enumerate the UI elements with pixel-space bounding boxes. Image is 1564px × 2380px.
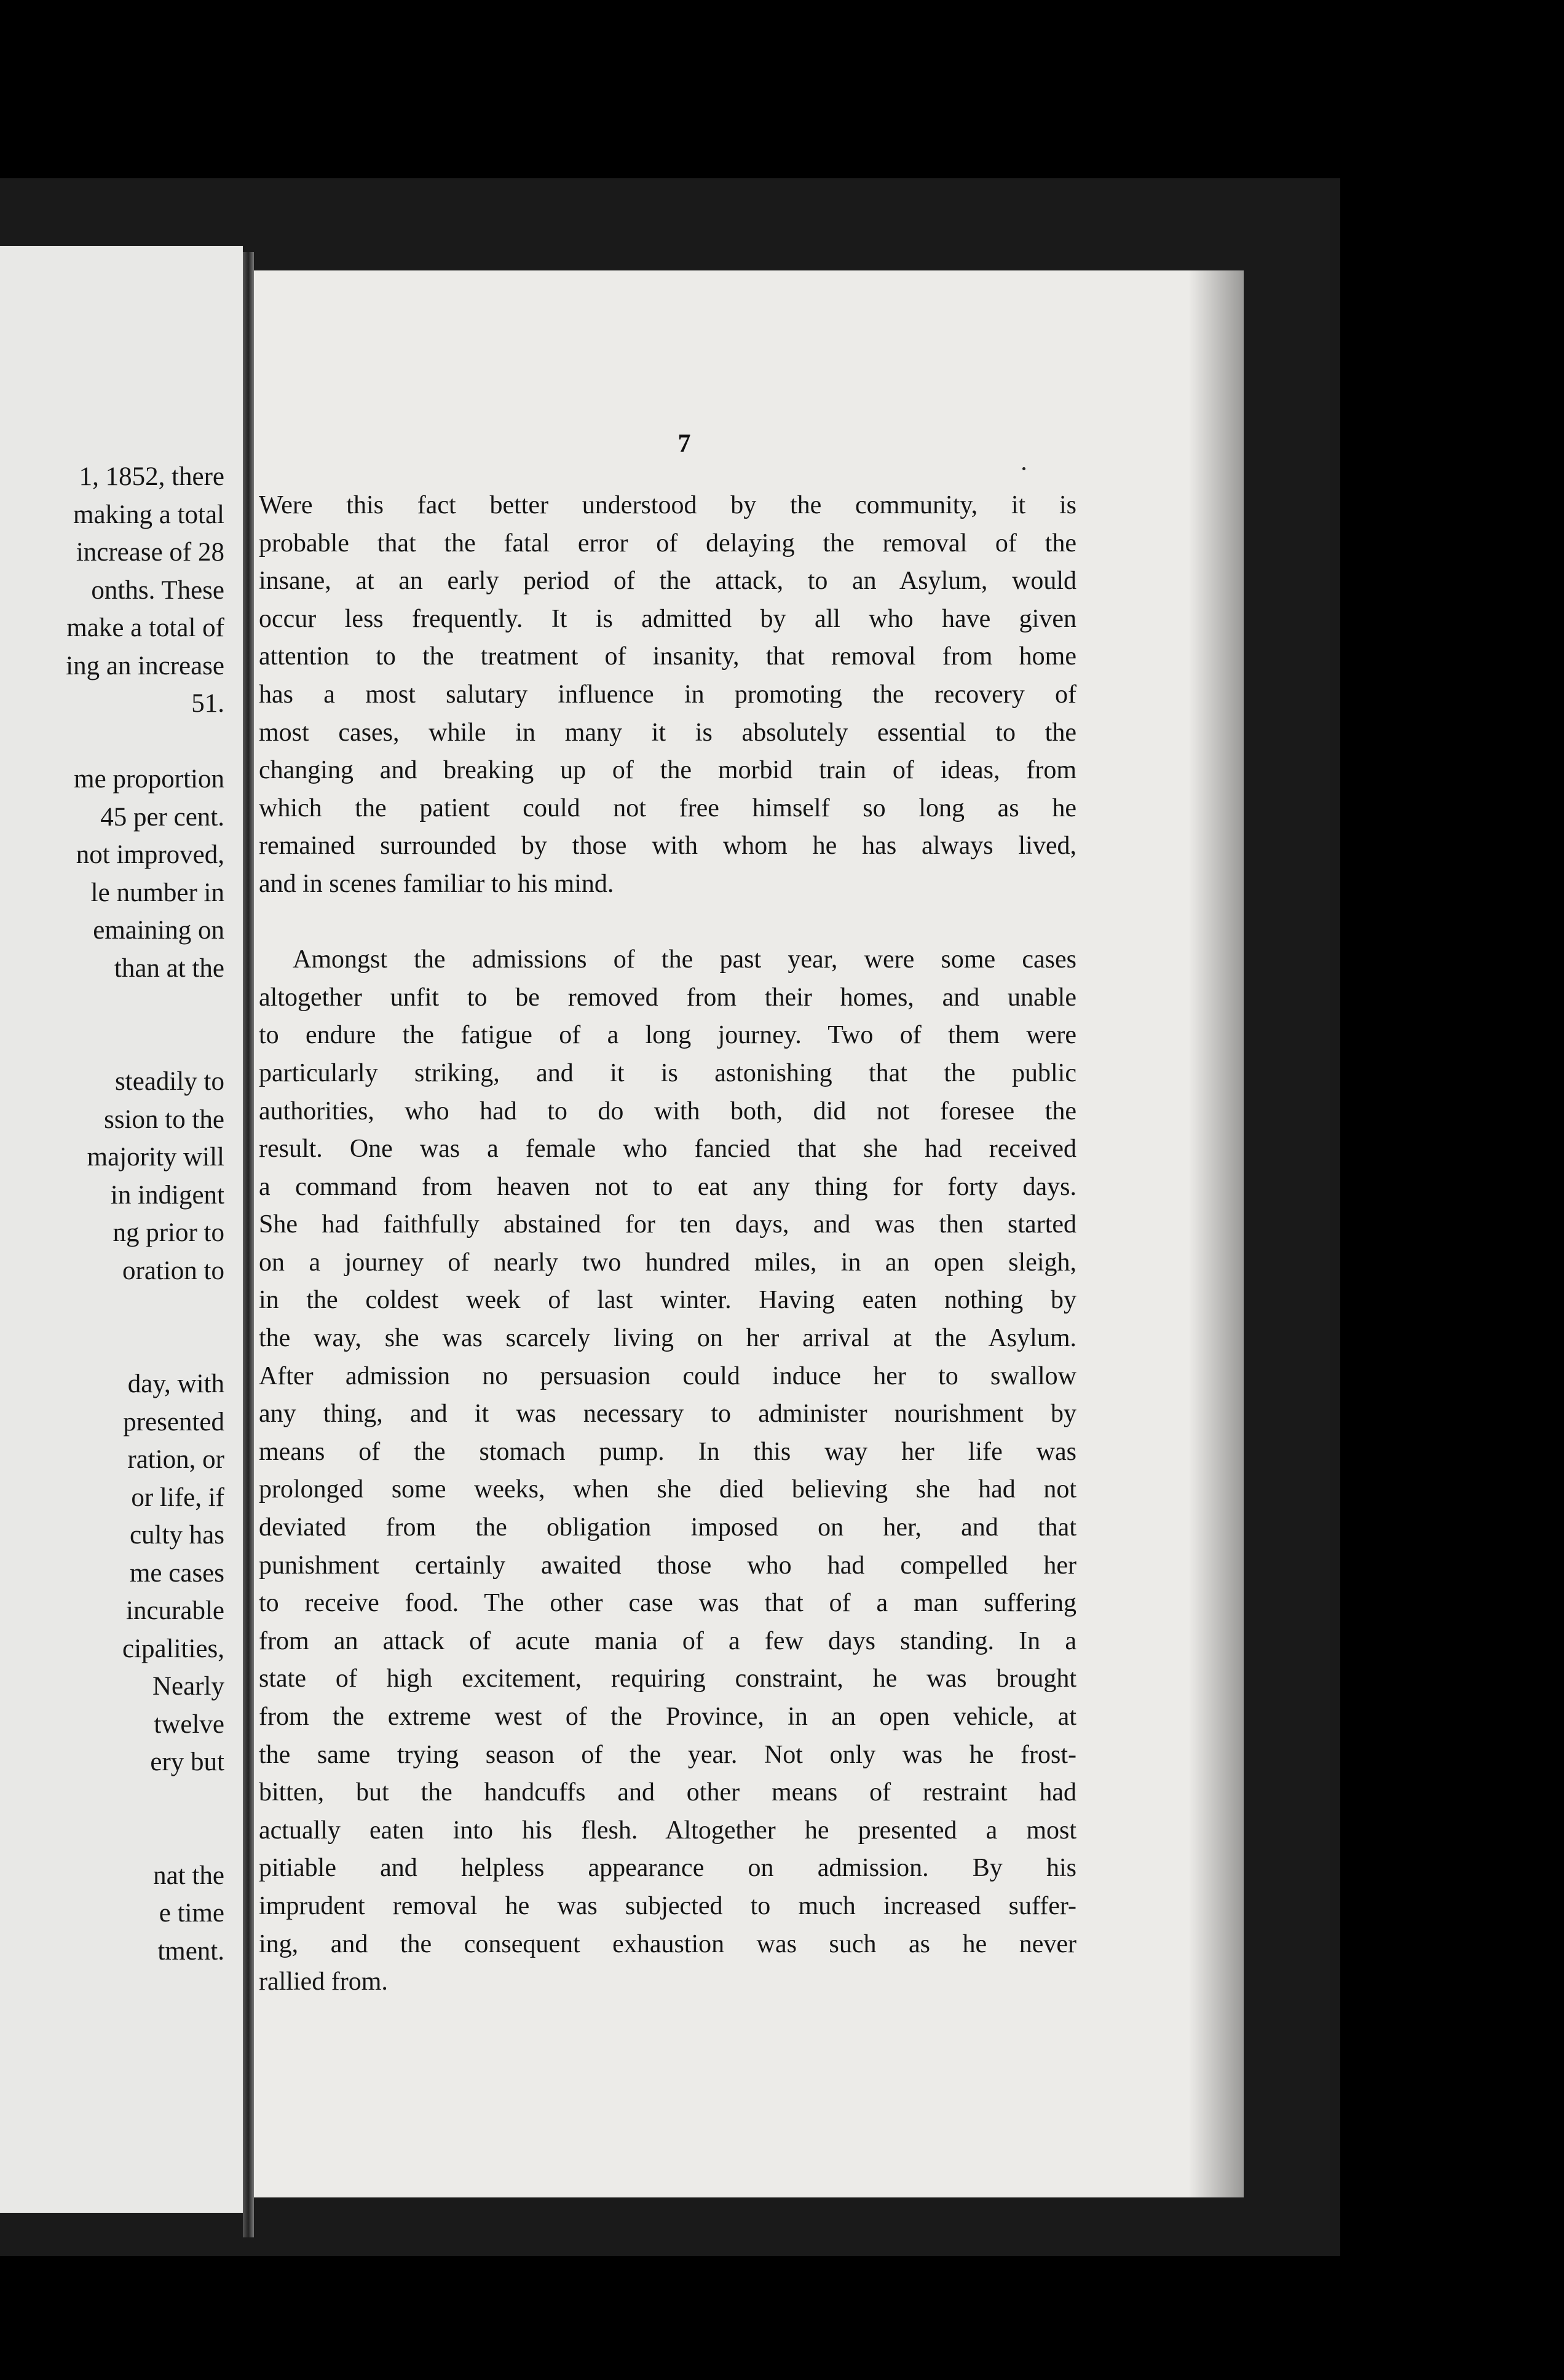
paragraph-line: punishment certainly awaited those who had compelled her (259, 1551, 1076, 1580)
paragraph-line: pitiable and helpless appearance on admission. By his (259, 1854, 1076, 1883)
paragraph-line: Amongst the admissions of the past year, were some cases (293, 945, 1076, 974)
paragraph-line: ing, and the consequent exhaustion was such as he never (259, 1929, 1076, 1958)
paragraph-line: particularly striking, and it is astonishing that the public (259, 1058, 1076, 1087)
speck (1022, 467, 1025, 470)
line-gap (0, 1025, 224, 1063)
paragraph-line: occur less frequently. It is admitted by all who have given (259, 604, 1076, 633)
right-page (254, 270, 1244, 2197)
scan-border-top (0, 0, 1564, 178)
left-column-line: 45 per cent. (100, 802, 224, 832)
line-gap (0, 987, 224, 1025)
left-column-line: 1, 1852, there (79, 462, 224, 491)
left-column-line: make a total of (66, 613, 224, 642)
left-column-line: oration to (122, 1256, 224, 1285)
left-column-line: increase of 28 (76, 538, 224, 567)
left-column-line: steadily to (115, 1067, 224, 1096)
paragraph-line: which the patient could not free himself so long as he (259, 794, 1076, 822)
left-column-line: nat the (153, 1861, 224, 1890)
paragraph-line: remained surrounded by those with whom he has always lived, (259, 832, 1076, 861)
left-page-fragment (0, 246, 243, 2213)
left-column-line: in indigent (110, 1180, 224, 1210)
paragraph-line: result. One was a female who fancied that she had received (259, 1135, 1076, 1164)
paragraph-line: bitten, but the handcuffs and other means of restraint had (259, 1778, 1076, 1807)
left-column-line: ration, or (127, 1445, 224, 1474)
paragraph-line: has a most salutary influence in promoting the recovery of (259, 680, 1076, 709)
paragraph-line: insane, at an early period of the attack, to an Asylum, would (259, 567, 1076, 596)
line-gap (0, 1819, 224, 1857)
page-number: 7 (677, 430, 691, 458)
line-gap (0, 723, 224, 761)
left-column-line: ing an increase (66, 651, 224, 680)
paragraph-line: the way, she was scarcely living on her arrival at the Asylum. (259, 1324, 1076, 1353)
left-column-line: day, with (127, 1369, 224, 1398)
paragraph-line: probable that the fatal error of delaying the removal of the (259, 529, 1076, 558)
left-column-line: not improved, (76, 840, 224, 869)
left-column-line: 51. (191, 689, 224, 718)
line-gap (0, 1290, 224, 1328)
paragraph-line: and in scenes familiar to his mind. (259, 869, 614, 898)
paragraph-line: imprudent removal he was subjected to much increased suffer- (259, 1891, 1076, 1920)
left-column-line: or life, if (131, 1483, 224, 1512)
paragraph-line: authorities, who had to do with both, did not foresee the (259, 1097, 1076, 1125)
paragraph-line: rallied from. (259, 1968, 388, 1996)
paragraph-gap (259, 904, 1076, 942)
left-column-line: emaining on (93, 916, 224, 945)
left-column-line: ery but (150, 1748, 224, 1776)
paragraph-line: actually eaten into his flesh. Altogether he presented a most (259, 1816, 1076, 1845)
left-column-line: onths. These (91, 575, 224, 605)
left-column-line: presented (123, 1407, 224, 1436)
left-column-line: le number in (90, 878, 224, 907)
page-edge-shadow (1188, 270, 1244, 2197)
paragraph-line: from the extreme west of the Province, in an open vehicle, at (259, 1703, 1076, 1731)
left-column-line: ng prior to (113, 1218, 224, 1247)
paragraph-line: on a journey of nearly two hundred miles, in an open sleigh, (259, 1248, 1076, 1277)
paragraph-line: changing and breaking up of the morbid train of ideas, from (259, 756, 1076, 785)
left-column-line: than at the (114, 953, 224, 983)
paragraph-line: After admission no persuasion could induce her to swallow (259, 1361, 1076, 1390)
paragraph-line: means of the stomach pump. In this way her life was (259, 1437, 1076, 1466)
left-column-line: Nearly (152, 1672, 224, 1701)
book-gutter (243, 252, 254, 2237)
paragraph-line: to receive food. The other case was that of a man suffering (259, 1589, 1076, 1618)
paragraph-line: in the coldest week of last winter. Having eaten nothing by (259, 1286, 1076, 1315)
page-body (259, 487, 1076, 2001)
paragraph-line: Were this fact better understood by the community, it is (259, 491, 1076, 519)
paragraph-line: from an attack of acute mania of a few days standing. In a (259, 1626, 1076, 1655)
left-column-line: e time (159, 1899, 224, 1928)
left-column-line: culty has (129, 1521, 224, 1550)
paragraph-line: to endure the fatigue of a long journey. Two of them were (259, 1021, 1076, 1050)
paragraph-line: prolonged some weeks, when she died believing she had not (259, 1475, 1076, 1504)
left-column-line: tment. (157, 1936, 224, 1966)
left-column-line: ssion to the (104, 1105, 224, 1134)
paragraph-line: state of high excitement, requiring constraint, he was brought (259, 1665, 1076, 1693)
left-column-line: me cases (129, 1558, 224, 1588)
paragraph-line: deviated from the obligation imposed on her, and that (259, 1513, 1076, 1542)
left-column-line: majority will (87, 1143, 224, 1172)
paragraph-line: altogether unfit to be removed from their homes, and unable (259, 983, 1076, 1012)
left-column-line: me proportion (74, 765, 224, 794)
paragraph-line: most cases, while in many it is absolutely essential to the (259, 718, 1076, 747)
left-column-line: incurable (126, 1596, 224, 1625)
paragraph-line: the same trying season of the year. Not only was he frost- (259, 1740, 1076, 1769)
left-column-line: cipalities, (122, 1634, 224, 1663)
paragraph-line: a command from heaven not to eat any thing for forty days. (259, 1172, 1076, 1201)
paragraph-line: attention to the treatment of insanity, that removal from home (259, 642, 1076, 671)
left-column-text (0, 458, 224, 1970)
line-gap (0, 1781, 224, 1819)
paragraph-line: She had faithfully abstained for ten days, and was then started (259, 1210, 1076, 1239)
left-column-line: twelve (154, 1709, 224, 1739)
line-gap (0, 1328, 224, 1366)
left-column-line: making a total (73, 500, 224, 529)
paragraph-line: any thing, and it was necessary to administer nourishment by (259, 1400, 1076, 1428)
